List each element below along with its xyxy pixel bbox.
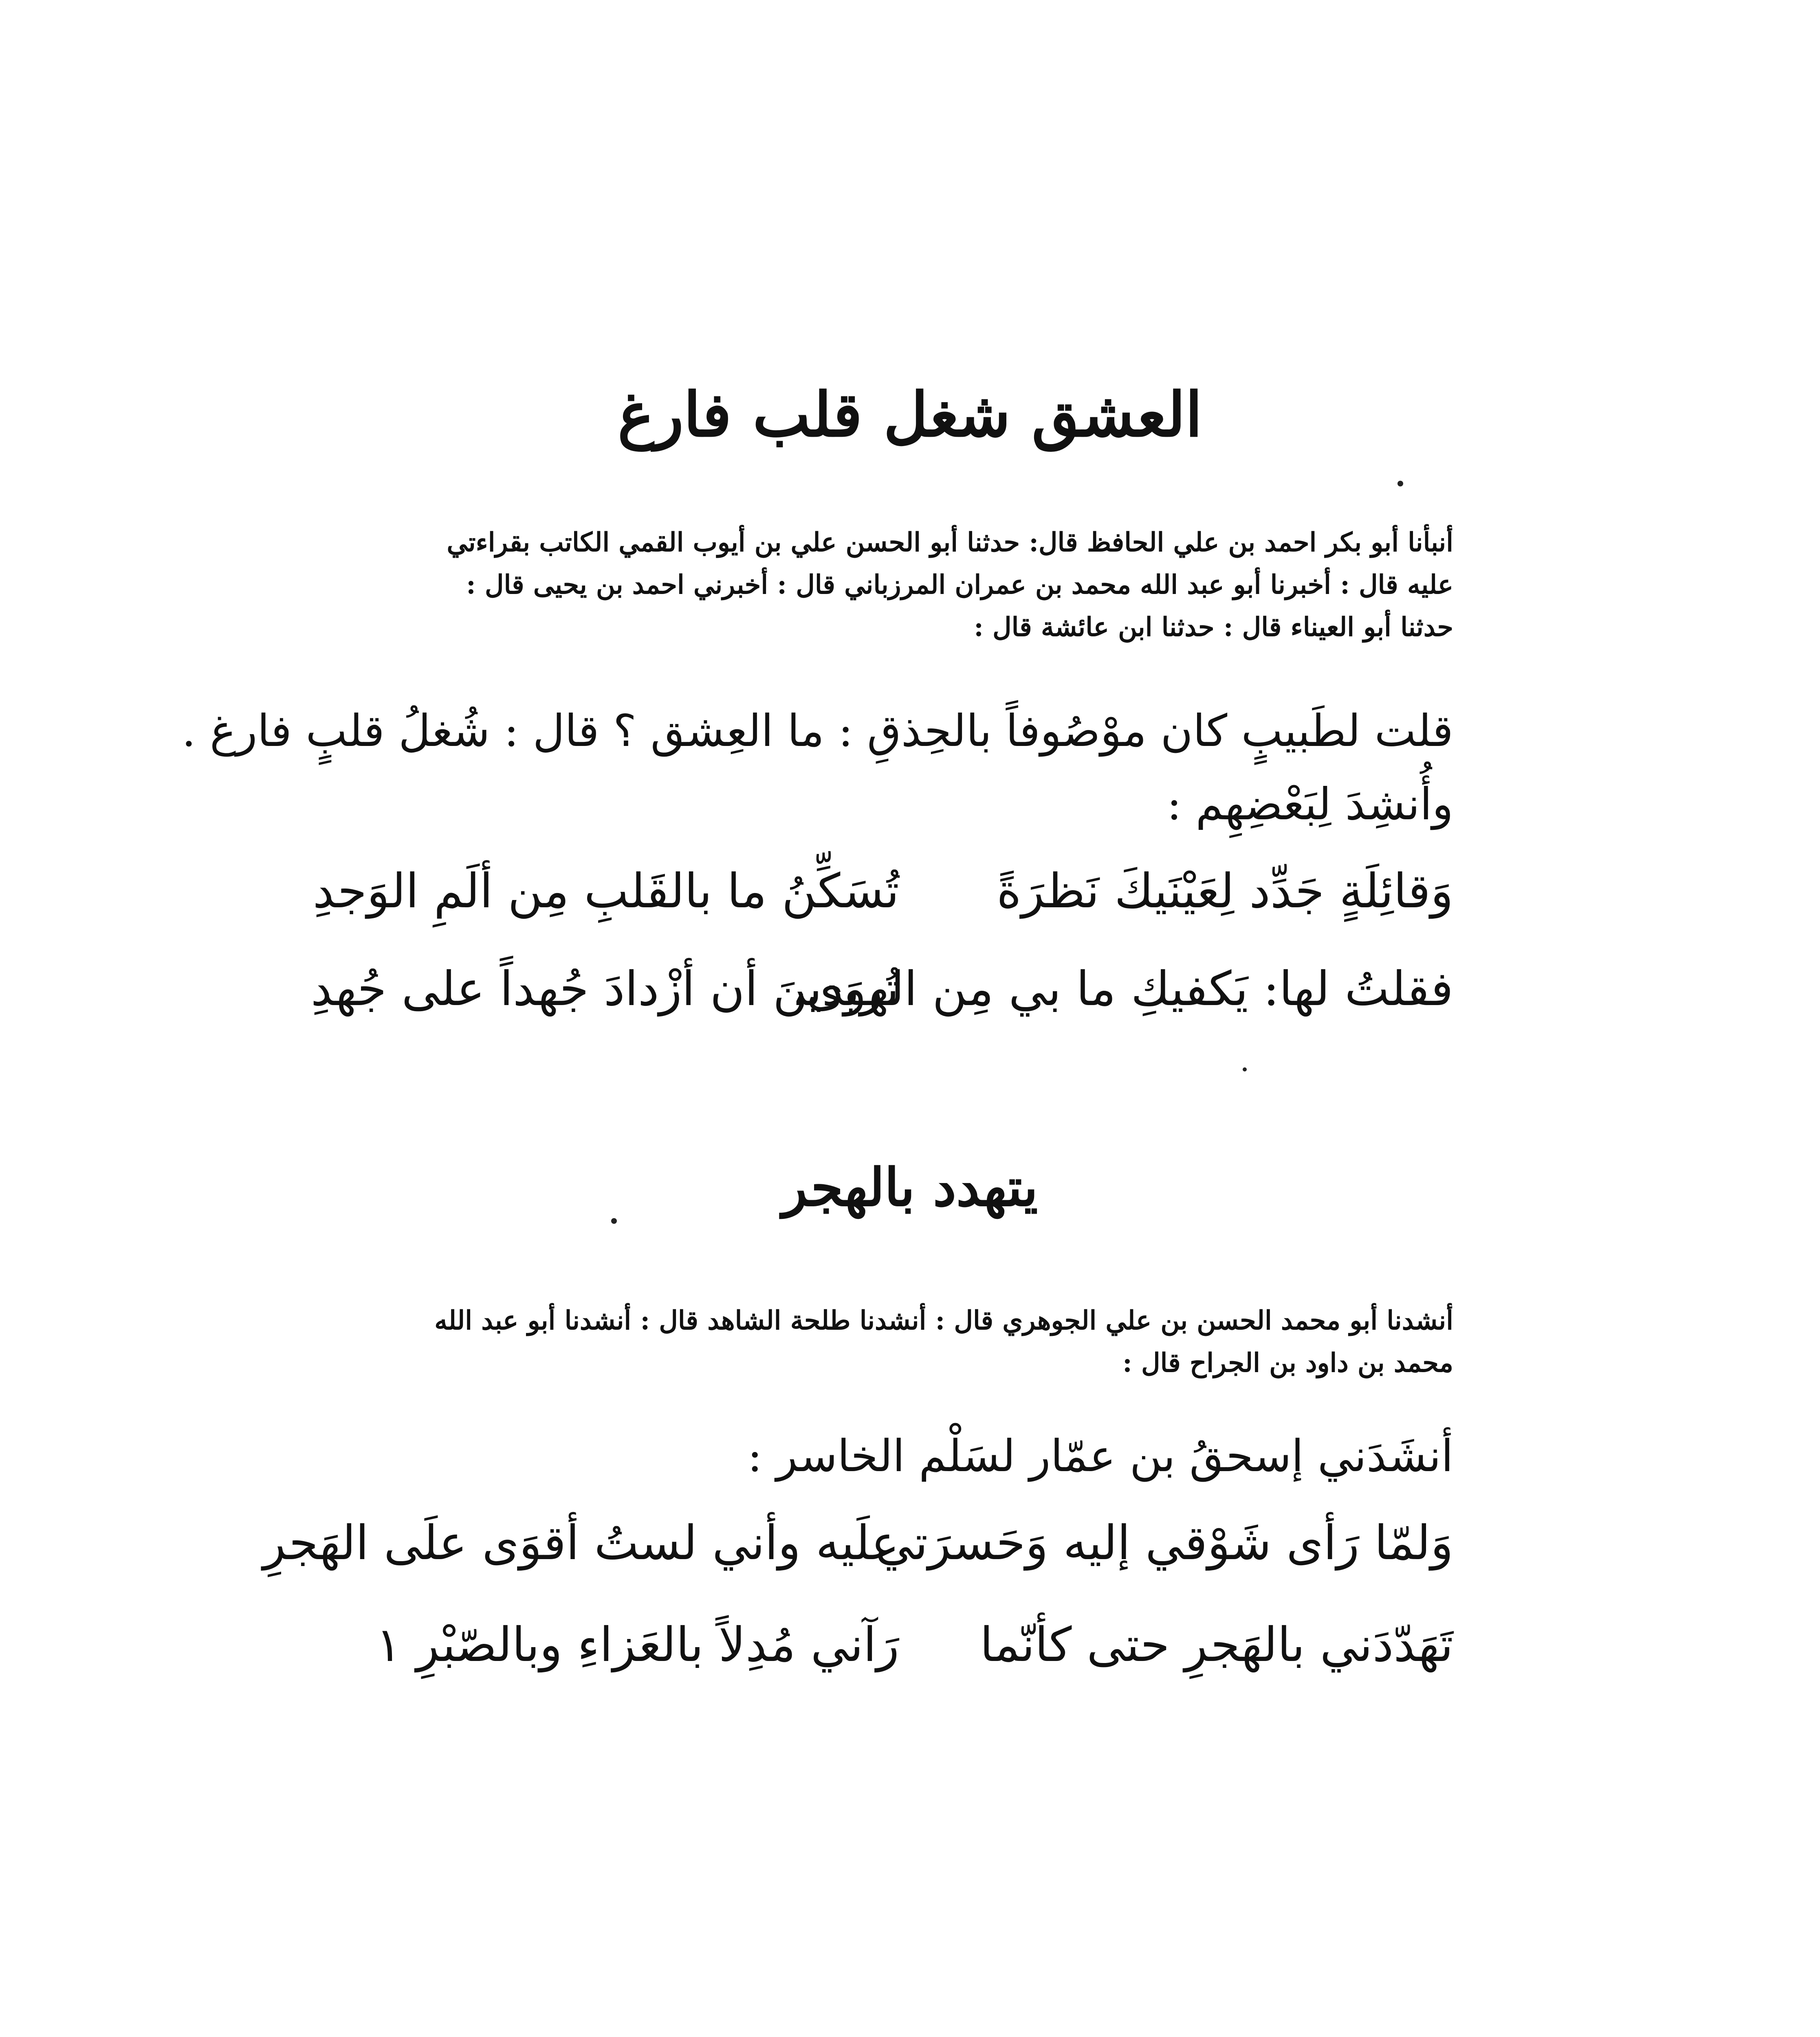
verse-first-hemistich: وَلمّا رَأى شَوْقي إليه وَحَسرَتي bbox=[875, 1516, 1453, 1571]
verse-second-hemistich: تُريدينَ أن أزْدادَ جُهداً على جُهدِ bbox=[310, 961, 899, 1016]
section-1-verse-2 bbox=[0, 961, 1820, 1039]
scan-speck bbox=[611, 1218, 617, 1224]
section-2-verse-2 bbox=[0, 1617, 1820, 1695]
section-1-prose-line-2: وأُنشِدَ لِبَعْضِهِم : bbox=[1166, 779, 1453, 830]
verse-first-hemistich: فقلتُ لها: يَكفيكِ ما بي مِن الهوَى، bbox=[791, 961, 1453, 1016]
verse-first-hemistich: وَقائِلَةٍ جَدِّد لِعَيْنَيكَ نَظرَةً bbox=[997, 864, 1453, 919]
section-2-prose-line-1: أنشَدَني إسحقُ بن عمّار لسَلْم الخاسر : bbox=[747, 1431, 1453, 1482]
verse-second-hemistich: تُسَكِّنُ ما بالقَلبِ مِن ألَمِ الوَجدِ bbox=[313, 864, 899, 919]
section-2-isnad-line-2: محمد بن داود بن الجراح قال : bbox=[1122, 1348, 1453, 1378]
section-1-isnad-line-2: عليه قال : أخبرنا أبو عبد الله محمد بن عمران المرزباني قال : أخبرني احمد بن يحيى قال : bbox=[466, 570, 1453, 600]
verse-second-hemistich: رَآني مُدِلاً بالعَزاءِ وبالصّبْرِ ١ bbox=[376, 1617, 899, 1672]
section-1-title: العشق شغل قلب فارغ bbox=[618, 379, 1202, 451]
scan-speck bbox=[1397, 481, 1403, 486]
verse-first-hemistich: تَهَدّدَني بالهَجرِ حتى كأنّما bbox=[980, 1617, 1453, 1672]
section-1-isnad-line-1: أنبأنا أبو بكر احمد بن علي الحافظ قال: حدثنا أبو الحسن علي بن أيوب القمي الكاتب بقراءتي bbox=[447, 527, 1453, 558]
section-1-verse-1 bbox=[0, 864, 1820, 941]
section-2-verse-1 bbox=[0, 1516, 1820, 1593]
section-1-prose-line-1: قلت لطَبيبٍ كان موْصُوفاً بالحِذقِ : ما العِشق ؟ قال : شُغلُ قلبٍ فارغ . bbox=[182, 706, 1453, 757]
section-2-title: يتهدد بالهجر bbox=[782, 1157, 1038, 1218]
section-1-isnad-line-3: حدثنا أبو العيناء قال : حدثنا ابن عائشة قال : bbox=[974, 612, 1453, 642]
section-2-isnad-line-1: أنشدنا أبو محمد الحسن بن علي الجوهري قال : أنشدنا طلحة الشاهد قال : أنشدنا أبو عبد الله bbox=[434, 1305, 1453, 1336]
verse-second-hemistich: علَيه وأني لستُ أقوَى علَى الهَجرِ bbox=[263, 1516, 899, 1571]
scan-speck bbox=[1243, 1067, 1247, 1071]
